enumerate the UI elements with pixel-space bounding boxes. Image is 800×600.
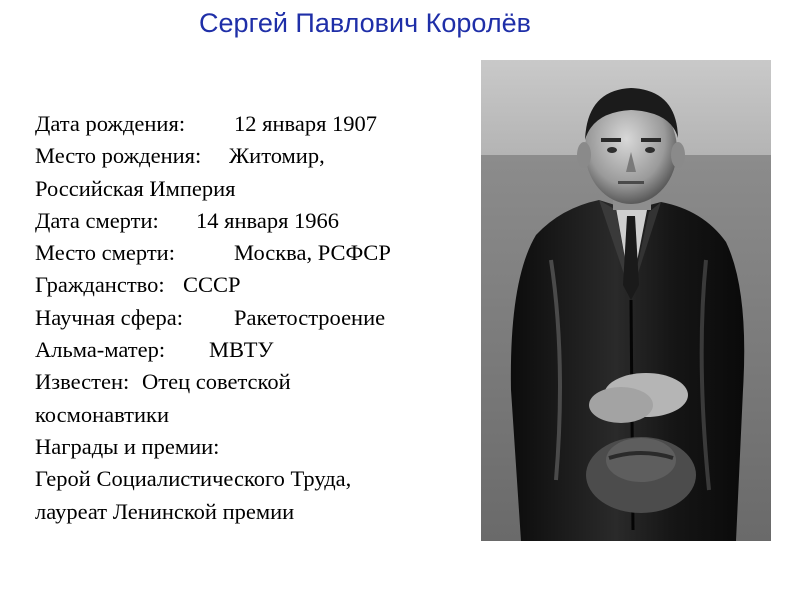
info-row-field <box>35 302 475 334</box>
death-date-label: Дата смерти: <box>35 207 159 233</box>
birth-place-value-cont: Российская Империя <box>35 175 236 201</box>
info-row-awards-value <box>35 463 475 495</box>
info-row-birth-place <box>35 140 475 172</box>
info-row-alma-mater <box>35 334 475 366</box>
info-row-birth-date <box>35 108 475 140</box>
awards-value-cont: лауреат Ленинской премии <box>35 498 295 524</box>
birth-place-label: Место рождения: <box>35 143 202 169</box>
awards-label: Награды и премии: <box>35 433 220 459</box>
citizenship-label: Гражданство: <box>35 272 165 298</box>
awards-value: Герой Социалистического Труда, <box>35 466 352 492</box>
citizenship-value: СССР <box>183 272 241 298</box>
info-row-death-date <box>35 205 475 237</box>
page-title: Сергей Павлович Королёв <box>199 8 531 38</box>
death-date-value: 14 января 1966 <box>196 207 340 233</box>
info-row-citizenship <box>35 269 475 301</box>
birth-place-value: Житомир, <box>229 143 325 169</box>
alma-mater-value: МВТУ <box>209 337 274 363</box>
death-place-value: Москва, РСФСР <box>234 240 391 266</box>
known-for-value: Отец советской <box>142 369 291 395</box>
known-for-value-cont: космонавтики <box>35 401 170 427</box>
alma-mater-label: Альма-матер: <box>35 337 166 363</box>
field-value: Ракетостроение <box>234 304 386 330</box>
info-row-birth-place-cont <box>35 173 475 205</box>
biography-info <box>35 108 475 528</box>
field-label: Научная сфера: <box>35 304 183 330</box>
info-row-known-for <box>35 366 475 398</box>
info-row-awards-value-cont <box>35 496 475 528</box>
info-row-death-place <box>35 237 475 269</box>
death-place-label: Место смерти: <box>35 240 175 266</box>
portrait-photo <box>481 60 771 541</box>
known-for-label: Известен: <box>35 369 130 395</box>
info-row-awards-label <box>35 431 475 463</box>
birth-date-value: 12 января 1907 <box>234 111 378 136</box>
portrait-photo-icon <box>481 60 771 541</box>
birth-date-label: Дата рождения: <box>35 111 186 136</box>
info-row-known-for-cont <box>35 399 475 431</box>
